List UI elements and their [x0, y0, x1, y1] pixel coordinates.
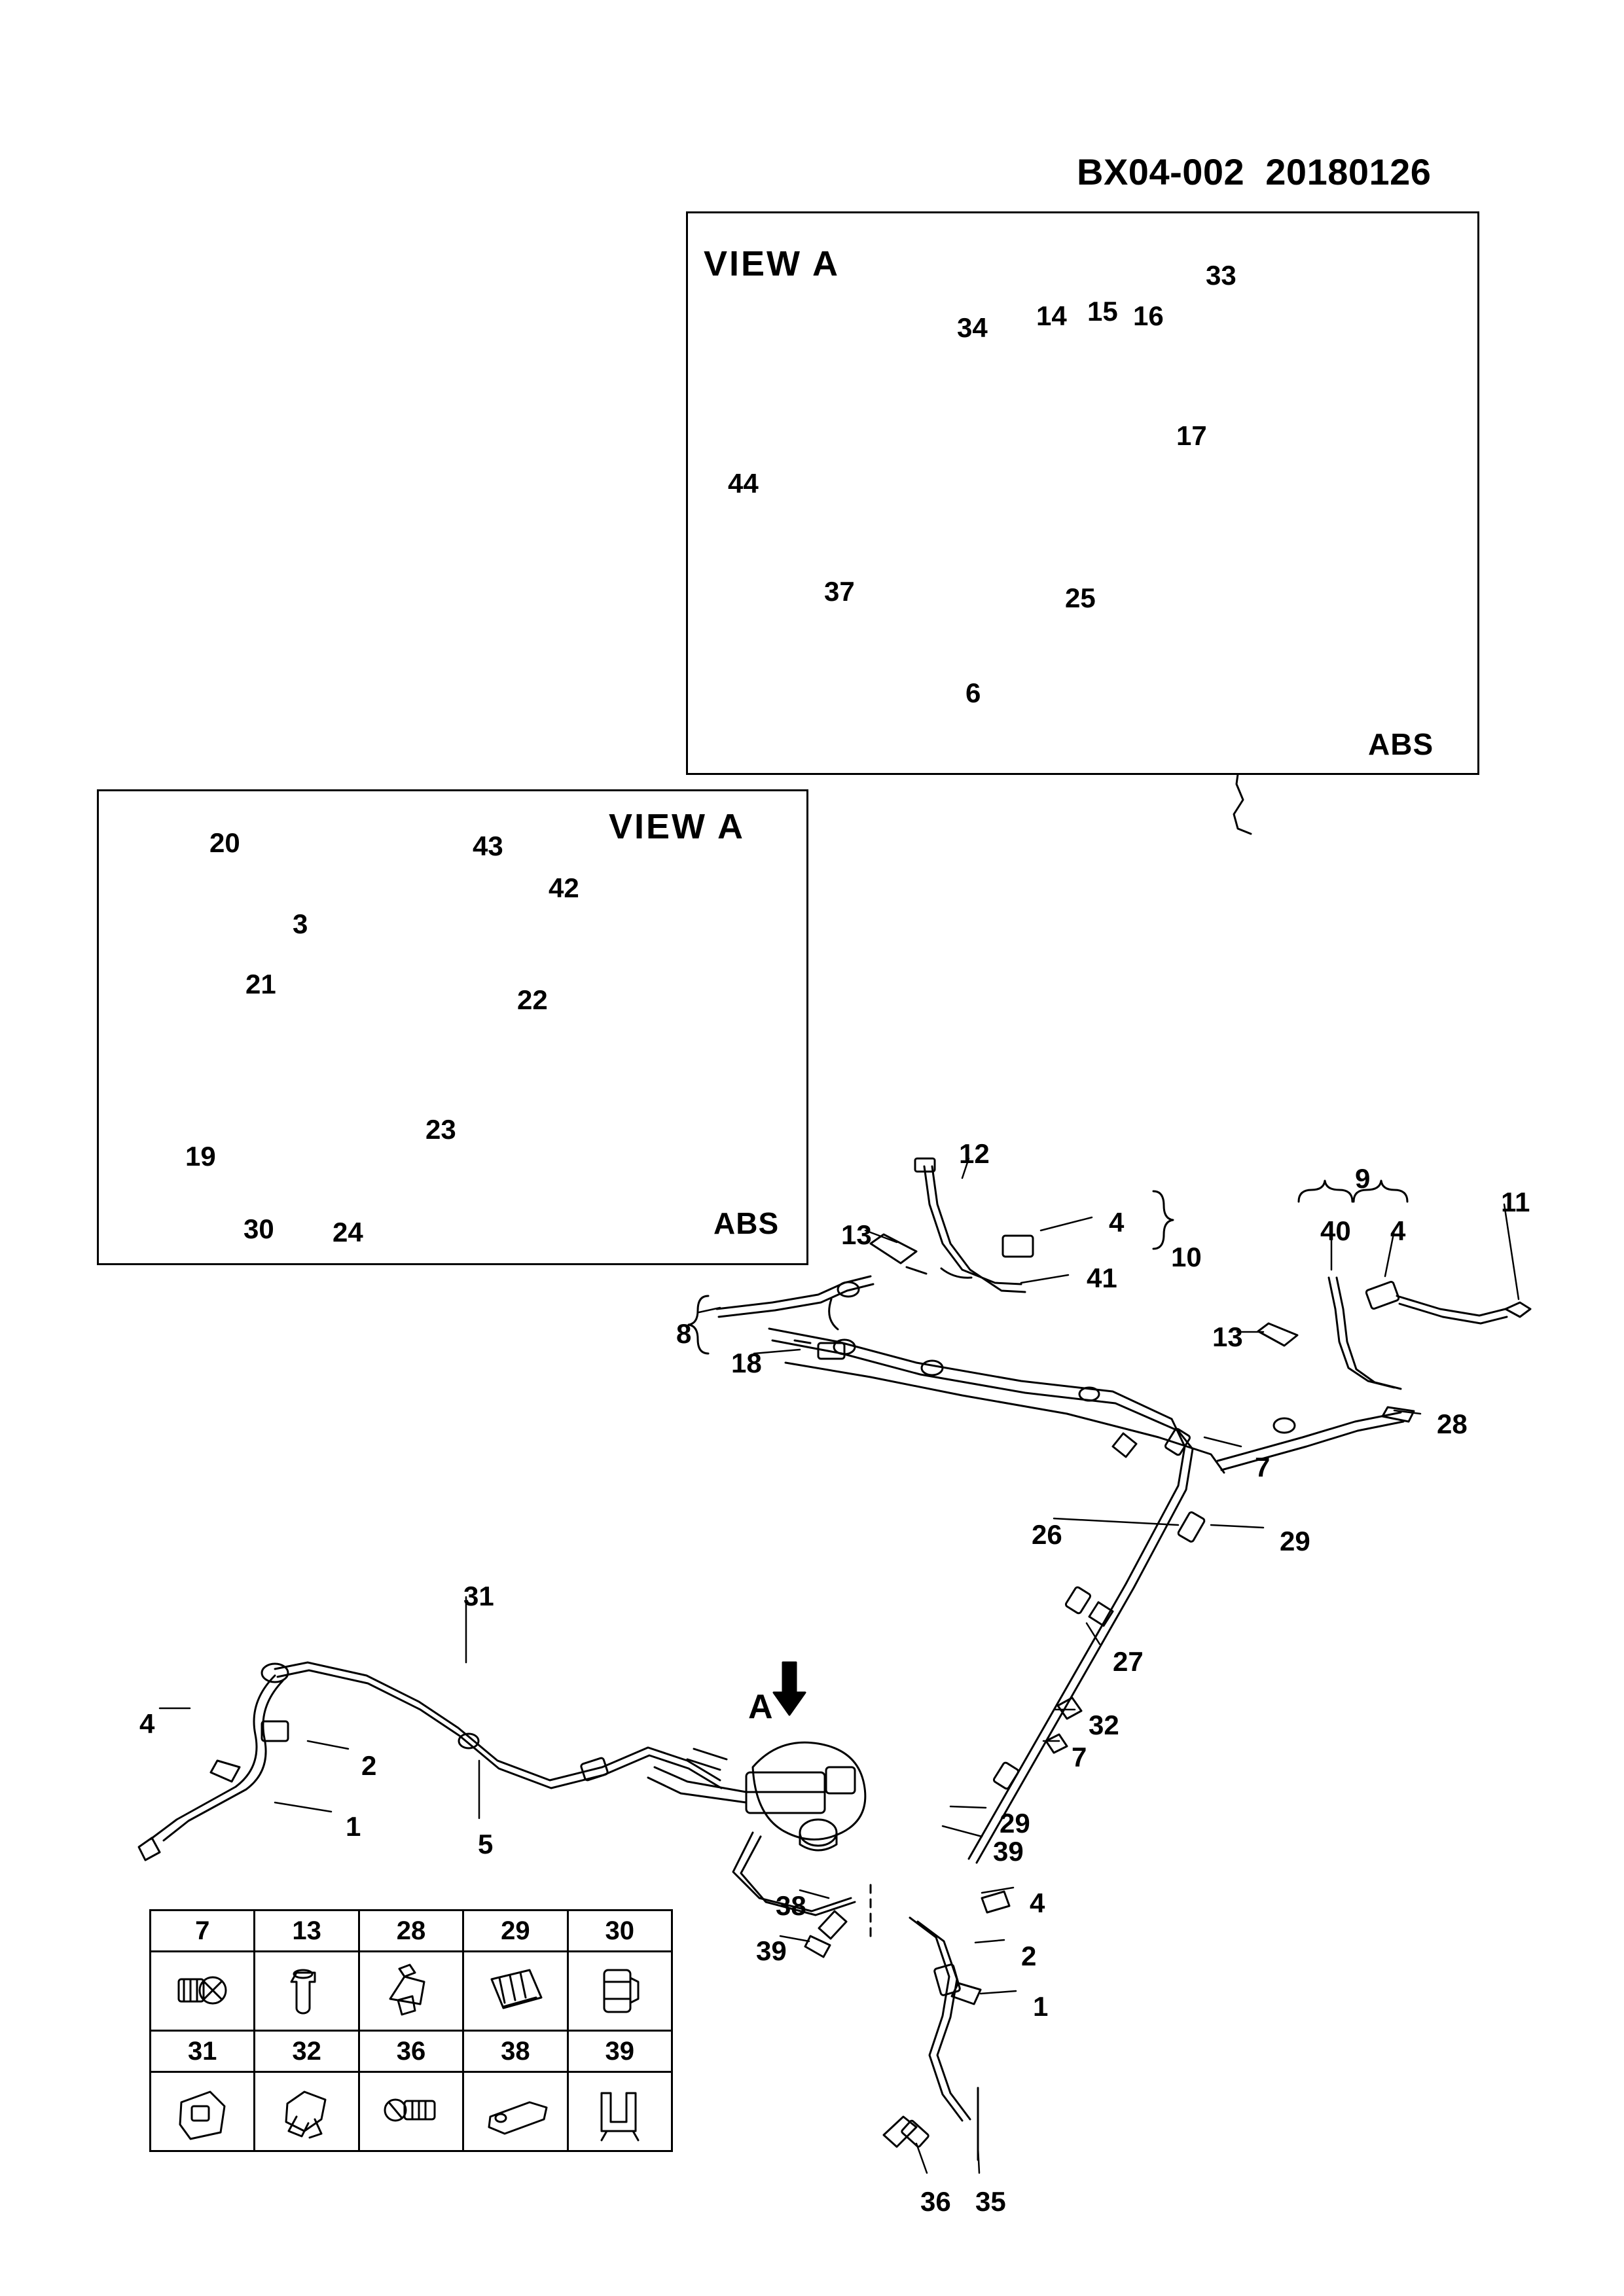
callout-number-6: 6: [965, 677, 981, 708]
callout-number-29: 29: [1000, 1808, 1030, 1839]
callout-number-35: 35: [975, 2186, 1006, 2217]
callout-number-2: 2: [361, 1750, 377, 1781]
callout-number-22: 22: [517, 984, 548, 1015]
callout-number-23: 23: [425, 1114, 456, 1145]
multi-clip-icon: [463, 1952, 568, 2031]
callout-number-17: 17: [1176, 420, 1207, 451]
callout-number-37: 37: [824, 576, 855, 607]
legend-part-number-30: 30: [568, 1910, 672, 1952]
callout-number-39: 39: [756, 1935, 787, 1966]
callout-number-11: 11: [1501, 1187, 1530, 1217]
callout-number-4: 4: [1109, 1207, 1125, 1238]
callout-number-16: 16: [1133, 300, 1164, 331]
callout-number-1: 1: [1033, 1991, 1049, 2022]
legend-part-number-29: 29: [463, 1910, 568, 1952]
view-a-bottom-panel: [97, 789, 808, 1265]
callout-number-29: 29: [1280, 1526, 1310, 1556]
callout-number-32: 32: [1089, 1710, 1119, 1740]
callout-number-39: 39: [993, 1836, 1024, 1867]
callout-number-31: 31: [463, 1581, 494, 1611]
callout-number-34: 34: [957, 312, 988, 343]
callout-number-20: 20: [209, 827, 240, 858]
callout-number-28: 28: [1437, 1408, 1468, 1439]
callout-number-7: 7: [1072, 1742, 1087, 1772]
callout-number-13: 13: [1212, 1321, 1243, 1352]
callout-number-30: 30: [244, 1213, 274, 1244]
view-a-marker-letter: A: [748, 1688, 773, 1726]
callout-number-40: 40: [1320, 1215, 1351, 1246]
bolt-icon: [151, 1952, 255, 2031]
callout-number-5: 5: [478, 1829, 494, 1859]
flat-bracket-icon: [463, 2072, 568, 2151]
callout-number-43: 43: [473, 831, 503, 861]
view-a-top-title: VIEW A: [704, 244, 840, 283]
legend-part-number-28: 28: [359, 1910, 463, 1952]
legend-part-number-13: 13: [255, 1910, 359, 1952]
callout-number-19: 19: [185, 1141, 216, 1172]
grommet-icon: [255, 1952, 359, 2031]
legend-part-number-38: 38: [463, 2031, 568, 2072]
view-a-top-panel: [686, 211, 1479, 775]
callout-number-33: 33: [1206, 260, 1236, 291]
view-a-bottom-abs-label: ABS: [713, 1206, 780, 1240]
callout-number-4: 4: [139, 1708, 155, 1739]
view-a-bottom-title: VIEW A: [609, 807, 746, 846]
callout-number-1: 1: [346, 1811, 361, 1842]
callout-number-44: 44: [728, 468, 759, 499]
legend-part-number-7: 7: [151, 1910, 255, 1952]
legend-part-number-31: 31: [151, 2031, 255, 2072]
callout-number-18: 18: [731, 1348, 762, 1378]
callout-number-13: 13: [841, 1219, 872, 1250]
callout-number-9: 9: [1355, 1163, 1371, 1194]
callout-number-4: 4: [1030, 1888, 1045, 1918]
u-clip-icon: [568, 2072, 672, 2151]
spring-clip-icon: [255, 2072, 359, 2151]
screw-bolt-icon: [359, 2072, 463, 2151]
view-a-top-abs-label: ABS: [1368, 727, 1434, 761]
callout-number-42: 42: [549, 872, 579, 903]
clip-bracket-icon: [359, 1952, 463, 2031]
callout-number-24: 24: [333, 1217, 363, 1247]
callout-number-38: 38: [776, 1890, 806, 1921]
legend-icon-row: [151, 1952, 672, 2031]
retainer-clip-icon: [151, 2072, 255, 2151]
callout-number-36: 36: [920, 2186, 951, 2217]
document-code: BX04-002 20180126: [1077, 151, 1432, 192]
callout-number-15: 15: [1087, 296, 1118, 327]
legend-icon-row: [151, 2072, 672, 2151]
callout-number-10: 10: [1171, 1242, 1202, 1272]
callout-number-3: 3: [293, 908, 308, 939]
legend-header-row: [151, 2031, 672, 2072]
callout-number-7: 7: [1255, 1452, 1271, 1482]
callout-number-41: 41: [1087, 1263, 1117, 1293]
callout-number-12: 12: [959, 1138, 990, 1169]
callout-number-14: 14: [1036, 300, 1067, 331]
callout-number-8: 8: [676, 1318, 692, 1349]
legend-part-number-32: 32: [255, 2031, 359, 2072]
callout-number-27: 27: [1113, 1646, 1144, 1677]
callout-number-21: 21: [245, 969, 276, 999]
block-clip-icon: [568, 1952, 672, 2031]
callout-number-2: 2: [1021, 1941, 1037, 1971]
callout-number-26: 26: [1032, 1519, 1062, 1550]
legend-part-number-39: 39: [568, 2031, 672, 2072]
view-a-arrow: [774, 1662, 805, 1715]
legend-part-number-36: 36: [359, 2031, 463, 2072]
callout-number-4: 4: [1390, 1215, 1406, 1246]
callout-number-25: 25: [1065, 583, 1096, 613]
parts-legend-table: [149, 1909, 673, 2152]
legend-header-row: [151, 1910, 672, 1952]
